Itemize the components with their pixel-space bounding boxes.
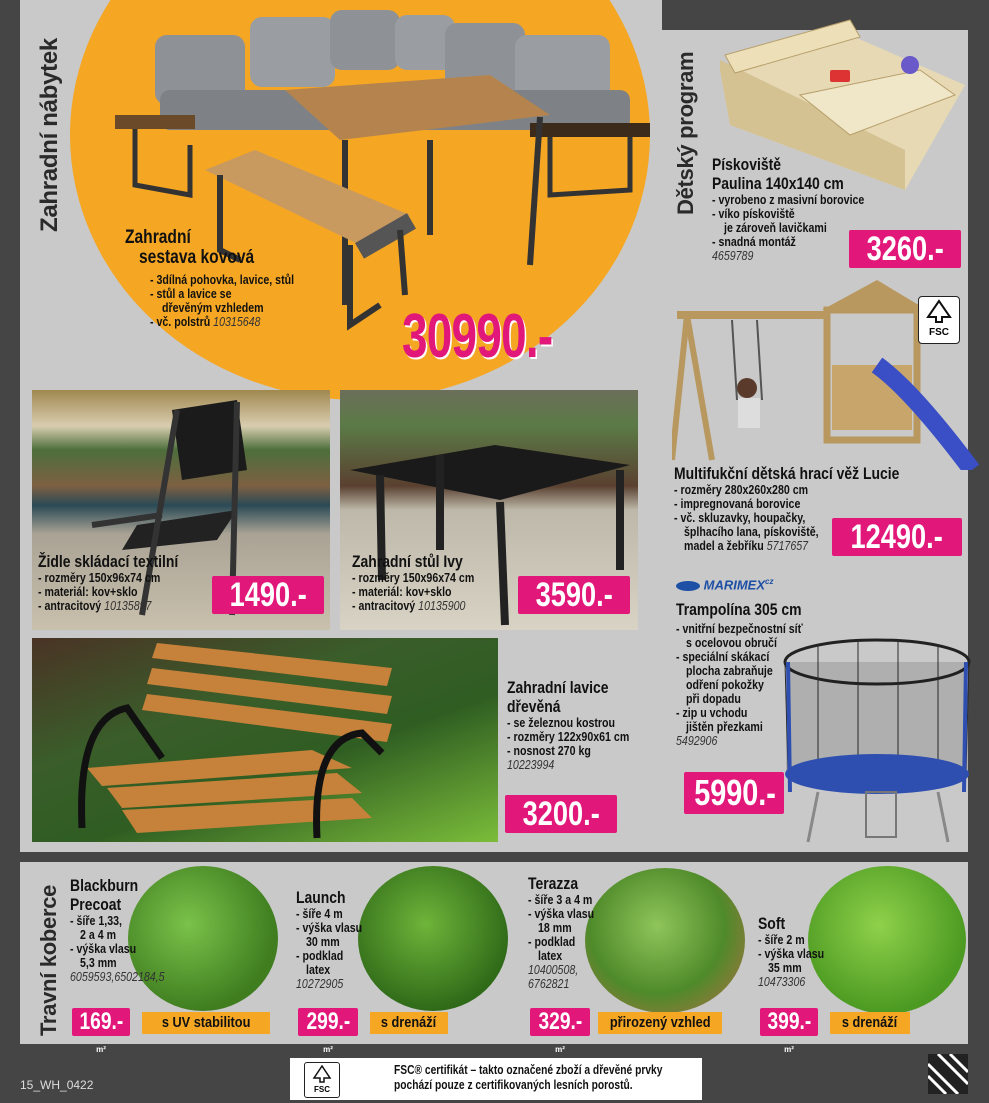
marimex-brand-text: MARIMEX <box>703 577 766 593</box>
trampoline-bullet-3: - speciální skákací <box>676 650 770 664</box>
marimex-globe-icon <box>676 581 700 591</box>
set-bullet-3: dřevěným vzhledem <box>162 301 264 315</box>
turf-2-bullet-5: latex <box>306 963 331 977</box>
turf-3-price-text: 329.- <box>538 1008 582 1035</box>
chair-bullet-1: - rozměry 150x96x74 cm <box>38 571 161 585</box>
garden-section-title: Zahradní nábytek <box>36 38 63 232</box>
turf-3-image[interactable] <box>585 868 745 1013</box>
fsc-footer-box <box>290 1058 702 1100</box>
chair-price-text: 1490.- <box>229 576 307 614</box>
trampoline-bullet-8: jištěn přezkami <box>686 720 763 734</box>
turf-4-tag <box>830 1012 910 1034</box>
set-bullet-4-text: - vč. polstrů <box>150 315 211 329</box>
tower-bullet-1: - rozměry 280x260x280 cm <box>674 483 809 497</box>
sandbox-title-line1: Pískoviště <box>712 155 781 174</box>
turf-2-bullet-3: 30 mm <box>306 935 340 949</box>
bench-bullet-3: - nosnost 270 kg <box>507 744 591 758</box>
sandbox-price <box>849 230 961 268</box>
chair-bullet-3 <box>38 599 183 613</box>
turf-1-bullet-3: - výška vlasu <box>70 942 137 956</box>
turf-2-price-text: 299.- <box>306 1008 350 1035</box>
publisher-logo-icon <box>928 1054 968 1094</box>
chair-bullet-2: - materiál: kov+sklo <box>38 585 138 599</box>
turf-2-tag <box>370 1012 448 1034</box>
set-price: 30990.- <box>402 302 553 371</box>
tower-bullet-5-text: madel a žebříku <box>684 539 764 553</box>
tower-code: 5717657 <box>766 539 809 553</box>
fsc-footer-text-line2: pochází pouze z certifikovaných lesních porostů. <box>394 1078 633 1092</box>
turf-1-bullet-4: 5,3 mm <box>80 956 117 970</box>
turf-1-bullet-1: - šíře 1,33, <box>70 914 122 928</box>
bench-photo[interactable] <box>32 638 498 842</box>
turf-1-title-line2: Precoat <box>70 895 122 914</box>
sandbox-bullet-2: - víko pískoviště <box>712 207 795 221</box>
set-bullet-4 <box>150 315 294 329</box>
sandbox-bullet-1: - vyrobeno z masivní borovice <box>712 193 865 207</box>
table-bullet-1: - rozměry 150x96x74 cm <box>352 571 475 585</box>
bench-info <box>507 678 651 772</box>
turf-1-tag-text: s UV stabilitou <box>161 1014 251 1031</box>
tower-title: Multifukční dětská hrací věž Lucie <box>674 464 900 483</box>
turf-2-bullet-1: - šíře 4 m <box>296 907 343 921</box>
trampoline-bullet-2: s ocelovou obručí <box>686 636 777 650</box>
trampoline-price-text: 5990.- <box>694 772 776 813</box>
tower-price-text: 12490.- <box>850 518 944 556</box>
turf-1-tag <box>142 1012 270 1034</box>
trampoline-title: Trampolína 305 cm <box>676 600 802 619</box>
turf-3-unit: m² <box>555 1045 565 1054</box>
fsc-footer-logo <box>304 1062 340 1098</box>
sandbox-code: 4659789 <box>712 249 754 263</box>
table-info <box>352 552 496 613</box>
chair-price <box>212 576 324 614</box>
turf-4-bullet-1: - šíře 2 m <box>758 933 805 947</box>
turf-4-title: Soft <box>758 914 786 933</box>
set-title-line2: sestava kovová <box>139 247 255 268</box>
turf-3-bullet-3: 18 mm <box>538 921 572 935</box>
tower-fsc-logo <box>918 296 960 344</box>
fsc-footer-logo-text: FSC <box>314 1085 330 1094</box>
trampoline-bullet-6: při dopadu <box>686 692 741 706</box>
turf-1-price-text: 169.- <box>79 1008 123 1035</box>
trampoline-price <box>684 772 784 814</box>
tower-bullet-4: šplhacího lana, pískoviště, <box>684 525 819 539</box>
table-code: 10135900 <box>418 599 466 613</box>
bench-code: 10223994 <box>507 758 555 772</box>
turf-1-title-line1: Blackburn <box>70 876 139 895</box>
table-price <box>518 576 630 614</box>
turf-3-price <box>530 1008 590 1054</box>
turf-4-info <box>758 914 836 989</box>
turf-1-info <box>70 876 181 984</box>
turf-3-bullet-2: - výška vlasu <box>528 907 595 921</box>
turf-2-image[interactable] <box>358 866 508 1011</box>
fsc-footer-text-line1: FSC® certifikát – takto označené zboží a dřevěné prvky <box>394 1063 663 1077</box>
fsc-footer-text <box>394 1063 662 1093</box>
bench-bullet-1: - se železnou kostrou <box>507 716 616 730</box>
set-title-line1: Zahradní <box>125 227 191 248</box>
turf-4-bullet-2: - výška vlasu <box>758 947 825 961</box>
turf-1-price <box>72 1008 130 1054</box>
turf-2-title: Launch <box>296 888 346 907</box>
fsc-tree-icon <box>312 1065 332 1083</box>
turf-2-price <box>298 1008 358 1054</box>
tower-bullet-3: - vč. skluzavky, houpačky, <box>674 511 806 525</box>
bench-price-text: 3200.- <box>522 795 600 833</box>
turf-section-title: Travní koberce <box>36 884 61 1036</box>
table-bullet-3 <box>352 599 474 613</box>
bench-title-line2: dřevěná <box>507 697 561 716</box>
table-price-text: 3590.- <box>535 576 613 614</box>
set-bullet-1: - 3dílná pohovka, lavice, stůl <box>150 273 295 287</box>
marimex-brand-sup: cz <box>765 577 774 586</box>
turf-3-code: 10400508, <box>528 963 579 977</box>
bench-title-line1: Zahradní lavice <box>507 678 609 697</box>
tree-check-icon <box>924 299 954 323</box>
turf-3-code-2: 6762821 <box>528 977 570 991</box>
table-title: Zahradní stůl Ivy <box>352 552 463 571</box>
turf-3-tag <box>598 1012 722 1034</box>
set-code: 10315648 <box>213 315 261 329</box>
set-bullet-2: - stůl a lavice se <box>150 287 232 301</box>
turf-3-info <box>528 874 606 991</box>
chair-title: Židle skládací textilní <box>38 552 179 571</box>
turf-2-info <box>296 888 374 991</box>
trampoline-bullet-5: odření pokožky <box>686 678 764 692</box>
turf-2-bullet-4: - podklad <box>296 949 344 963</box>
set-description <box>125 228 280 268</box>
turf-4-tag-text: s drenáží <box>842 1014 898 1031</box>
tower-fsc-text: FSC <box>929 327 949 338</box>
bench-bullet-2: - rozměry 122x90x61 cm <box>507 730 630 744</box>
turf-4-price-text: 399.- <box>767 1008 811 1035</box>
table-bullet-3-text: - antracitový <box>352 599 416 613</box>
page-number: 15_WH_0422 <box>20 1078 94 1092</box>
sandbox-bullet-3: je zároveň lavičkami <box>724 221 827 235</box>
trampoline-bullet-7: - zip u vchodu <box>676 706 748 720</box>
sandbox-price-text: 3260.- <box>866 230 944 268</box>
kids-section-title: Dětský program <box>673 51 698 215</box>
marimex-logo <box>676 577 773 592</box>
chair-code: 10135897 <box>104 599 152 613</box>
sandbox-title-line2: Paulina 140x140 cm <box>712 174 844 193</box>
trampoline-code: 5492906 <box>676 734 718 748</box>
turf-1-code: 6059593,6502184,5 <box>70 970 165 984</box>
turf-3-bullet-5: latex <box>538 949 563 963</box>
table-bullet-2: - materiál: kov+sklo <box>352 585 452 599</box>
turf-1-unit: m² <box>96 1045 106 1054</box>
turf-2-code: 10272905 <box>296 977 344 991</box>
turf-3-bullet-1: - šíře 3 a 4 m <box>528 893 593 907</box>
bench-illustration <box>32 638 498 842</box>
turf-4-price <box>760 1008 818 1054</box>
turf-3-tag-text: přirozený vzhled <box>609 1014 711 1031</box>
turf-4-code: 10473306 <box>758 975 806 989</box>
tower-bullet-2: - impregnovaná borovice <box>674 497 801 511</box>
chair-info <box>38 552 209 613</box>
trampoline-bullet-1: - vnitřní bezpečnostní síť <box>676 622 803 636</box>
turf-2-tag-text: s drenáží <box>381 1014 437 1031</box>
turf-1-bullet-2: 2 a 4 m <box>80 928 117 942</box>
turf-2-unit: m² <box>323 1045 333 1054</box>
turf-3-title: Terazza <box>528 874 579 893</box>
chair-bullet-3-text: - antracitový <box>38 599 102 613</box>
trampoline-bullet-4: plocha zabraňuje <box>686 664 773 678</box>
turf-3-bullet-4: - podklad <box>528 935 576 949</box>
trampoline-image[interactable] <box>778 632 976 847</box>
turf-4-unit: m² <box>784 1045 794 1054</box>
sandbox-bullet-4: - snadná montáž <box>712 235 796 249</box>
turf-4-bullet-3: 35 mm <box>768 961 802 975</box>
set-bullets <box>150 273 320 329</box>
tower-price <box>832 518 962 556</box>
bench-price <box>505 795 617 833</box>
turf-2-bullet-2: - výška vlasu <box>296 921 363 935</box>
